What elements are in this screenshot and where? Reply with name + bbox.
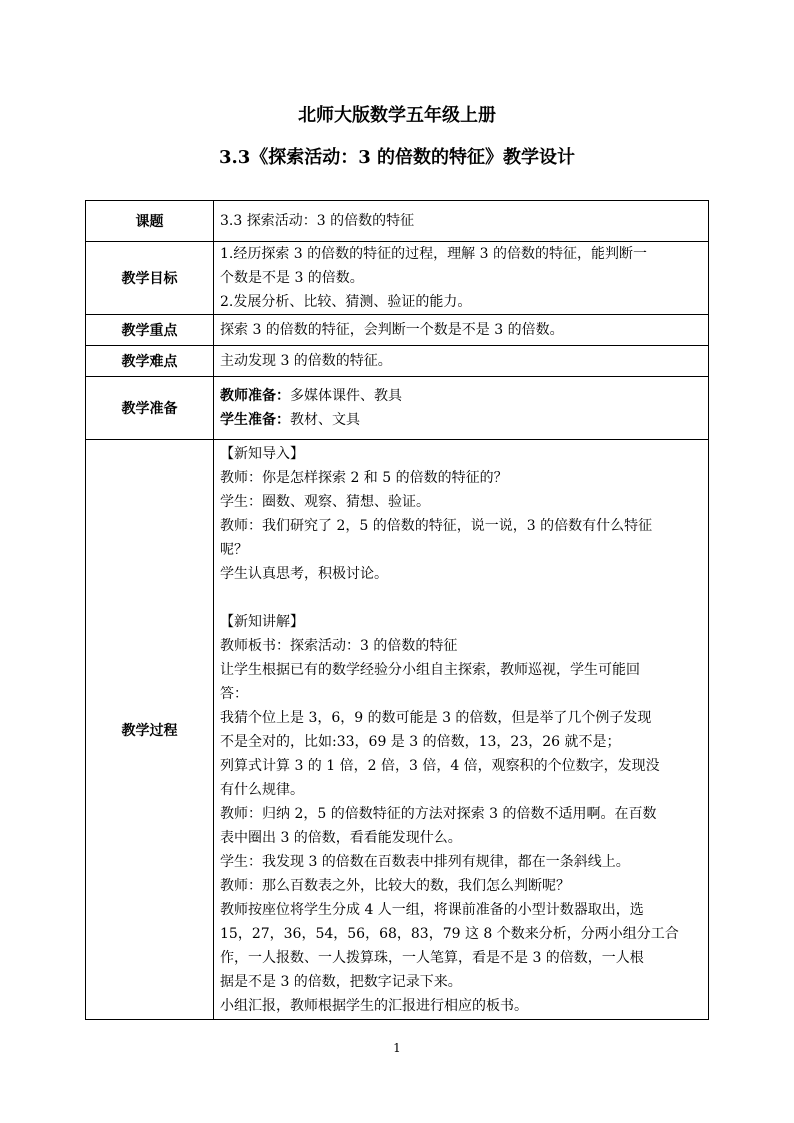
- topic-label: 课题: [86, 201, 214, 242]
- process-label: 教学过程: [86, 440, 214, 1020]
- process-line: 列算式计算 3 的 1 倍，2 倍，3 倍，4 倍，观察积的个位数字，发现没: [220, 758, 660, 774]
- process-line: 有什么规律。: [220, 782, 304, 798]
- process-line: 教师板书：探索活动：3 的倍数的特征: [220, 638, 458, 654]
- process-line: 作，一人报数、一人拨算珠，一人笔算，看是不是 3 的倍数，一人根: [220, 950, 644, 966]
- difficulties-label: 教学难点: [86, 346, 214, 377]
- difficulties-row: [86, 346, 709, 377]
- preparation-content: [214, 377, 709, 440]
- process-line: 小组汇报，教师根据学生的汇报进行相应的板书。: [220, 998, 528, 1014]
- document-title: 北师大版数学五年级上册: [298, 105, 496, 126]
- topic-row: [86, 201, 709, 242]
- preparation-label: 教学准备: [86, 377, 214, 440]
- document-subtitle: 3.3《探索活动：3 的倍数的特征》教学设计: [218, 147, 576, 168]
- objectives-line: 2.发展分析、比较、猜测、验证的能力。: [220, 294, 472, 310]
- process-line: 教师按座位将学生分成 4 人一组，将课前准备的小型计数器取出，选: [220, 902, 644, 918]
- lesson-plan-table: [85, 200, 709, 1020]
- difficulties-value: 主动发现 3 的倍数的特征。: [214, 346, 709, 377]
- student-preparation: [220, 408, 702, 432]
- topic-value: 3.3 探索活动：3 的倍数的特征: [214, 201, 709, 242]
- student-preparation-value: 教材、文具: [290, 412, 360, 428]
- student-preparation-prefix: 学生准备：: [220, 412, 290, 428]
- process-line: 【新知导入】: [220, 446, 304, 462]
- key-points-row: [86, 315, 709, 346]
- process-line: 15，27，36，54，56，68，83，79 这 8 个数来分析，分两小组分工合: [220, 926, 679, 942]
- objectives-content: [214, 242, 709, 315]
- key-points-value: 探索 3 的倍数的特征，会判断一个数是不是 3 的倍数。: [214, 315, 709, 346]
- process-line: 表中圈出 3 的倍数，看看能发现什么。: [220, 830, 462, 846]
- process-blank-line: [220, 586, 702, 610]
- objectives-label: 教学目标: [86, 242, 214, 315]
- teacher-preparation: [220, 384, 702, 408]
- key-points-label: 教学重点: [86, 315, 214, 346]
- process-line: 不是全对的，比如:33，69 是 3 的倍数，13，23，26 就不是；: [220, 734, 621, 750]
- process-line: 据是不是 3 的倍数，把数字记录下来。: [220, 974, 462, 990]
- process-content: [214, 440, 709, 1020]
- process-line: 学生认真思考，积极讨论。: [220, 566, 388, 582]
- process-line: 让学生根据已有的数学经验分小组自主探索，教师巡视，学生可能回: [220, 662, 640, 678]
- process-line: 教师：那么百数表之外，比较大的数，我们怎么判断呢？: [220, 878, 570, 894]
- objectives-row: [86, 242, 709, 315]
- preparation-row: [86, 377, 709, 440]
- process-line: 答：: [220, 686, 248, 702]
- process-line: 呢？: [220, 542, 248, 558]
- process-row: [86, 440, 709, 1020]
- teacher-preparation-prefix: 教师准备：: [220, 388, 290, 404]
- page-number: 1: [393, 1041, 401, 1055]
- objectives-line: 1.经历探索 3 的倍数的特征的过程，理解 3 的倍数的特征，能判断一: [220, 246, 647, 262]
- process-line: 学生：圈数、观察、猜想、验证。: [220, 494, 430, 510]
- process-line: 教师：我们研究了 2，5 的倍数的特征，说一说，3 的倍数有什么特征: [220, 518, 653, 534]
- process-line: 我猜个位上是 3，6，9 的数可能是 3 的倍数，但是举了几个例子发现: [220, 710, 652, 726]
- process-line: 教师：归纳 2，5 的倍数特征的方法对探索 3 的倍数不适用啊。在百数: [220, 806, 657, 822]
- objectives-line: 个数是不是 3 的倍数。: [220, 270, 364, 286]
- process-line: 学生：我发现 3 的倍数在百数表中排列有规律，都在一条斜线上。: [220, 854, 630, 870]
- process-line: 【新知讲解】: [220, 614, 304, 630]
- process-line: 教师：你是怎样探索 2 和 5 的倍数的特征的？: [220, 470, 508, 486]
- teacher-preparation-value: 多媒体课件、教具: [290, 388, 402, 404]
